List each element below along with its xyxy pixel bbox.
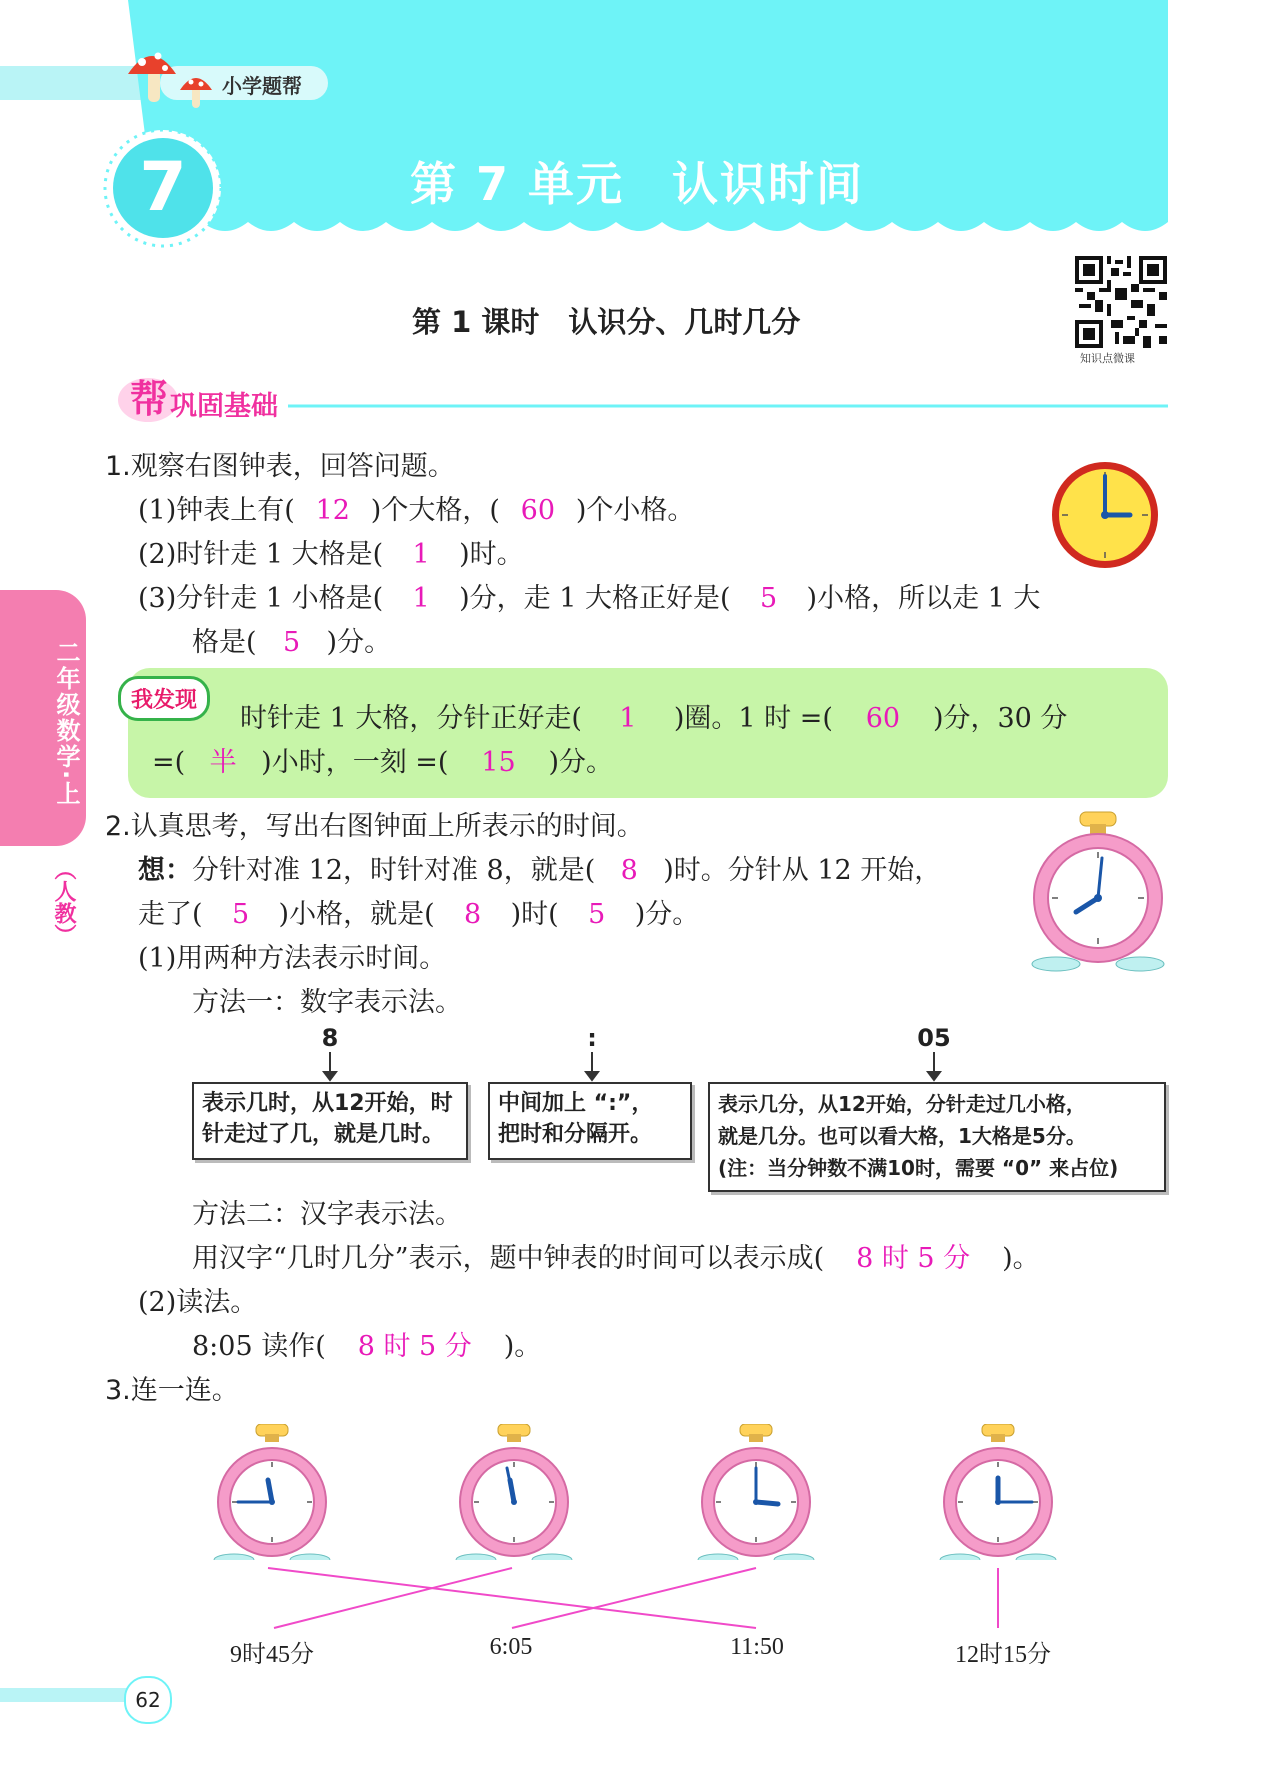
answer: 1 [412,539,430,570]
q1-part3-cont: 格是( 5 )分。 [192,627,392,658]
q1-part3: (3)分针走 1 小格是( 1 )分，走 1 大格正好是( 5 )小格，所以走 1 大 [138,583,1041,614]
match-label-4: 12时15分 [955,1642,1051,1668]
read-line: 8:05 读作( 8 时 5 分 )。 [192,1331,542,1362]
q1-stem: 1.观察右图钟表，回答问题。 [105,451,455,482]
explain-box-minute: 表示几分，从12开始，分针走过几小格， 就是几分。也可以看大格，1大格是5分。 (注：当分钟数不满10时，需要 “0” 来占位) [708,1082,1166,1192]
answer: 5 [282,627,301,658]
qr-caption: 知识点微课 [1080,352,1135,365]
unit-number: 7 [139,148,187,227]
method2-line: 用汉字“几时几分”表示，题中钟表的时间可以表示成( 8 时 5 分 )。 [192,1243,1040,1274]
arrow-label-minute: 05 [917,1024,951,1052]
answer: 8 [620,855,638,886]
page-number: 62 [124,1676,172,1724]
explain-box-colon: 中间加上 “:”， 把时和分隔开。 [488,1082,692,1160]
qr-code[interactable] [1075,256,1167,348]
q3-clocks [0,1424,1277,1560]
answer: 半 [209,747,237,778]
q3-number: 3. [105,1375,131,1406]
yellow-clock-image [1050,460,1160,570]
method1-label: 方法一：数字表示法。 [192,987,462,1018]
method2-label: 方法二：汉字表示法。 [192,1199,462,1230]
q3-stem: 3.连一连。 [105,1375,239,1406]
footer-band [0,1688,140,1702]
arrow-label-hour: 8 [321,1024,339,1052]
answer: 1 [412,583,430,614]
side-tab-text: 二年级数学·上 [52,640,80,808]
brand-label: 小学题帮 [222,74,302,98]
answer: 5 [231,899,250,930]
arrows [0,1050,1277,1082]
section-title: 巩固基础 [170,391,278,422]
think-label: 想： [138,855,192,886]
q1-part2: (2)时针走 1 大格是( 1 )时。 [138,539,524,570]
unit-title: 第 7 单元 认识时间 [410,157,865,211]
answer: 60 [865,703,901,734]
clock-b [456,1424,572,1560]
match-label-1: 9时45分 [230,1642,314,1668]
q1-part1: (1)钟表上有( 12 )个大格，( 60 )个小格。 [138,495,695,526]
q2-stem: 2.认真思考，写出右图钟面上所表示的时间。 [105,811,644,842]
q2-part1: (1)用两种方法表示时间。 [138,943,447,974]
section-header [108,376,1168,424]
q2-part2: (2)读法。 [138,1287,258,1318]
q1-number: 1. [105,451,131,482]
answer: 8 [464,899,482,930]
answer: 8 时 5 分 [856,1243,971,1274]
pink-clock-image [1028,808,1168,976]
q2-think-line1: 想：分针对准 12，时针对准 8，就是( 8 )时。分针从 12 开始， [138,855,942,886]
answer: 5 [759,583,778,614]
arrow-label-colon: : [587,1024,597,1052]
clock-c [698,1424,814,1560]
q2-think-line2: 走了( 5 )小格，就是( 8 )时( 5 )分。 [138,899,700,930]
clock-d [940,1424,1056,1560]
answer: 1 [619,703,637,734]
answer: 8 时 5 分 [357,1331,472,1362]
side-tab-edition: （人教） [51,858,76,946]
discovery-line1: 时针走 1 大格，分针正好走( 1 )圈。1 时 =( 60 )分，30 分 [240,703,1068,734]
lesson-title: 第 1 课时 认识分、几时几分 [412,305,801,339]
section-icon: 帮 [130,377,169,421]
discovery-line2: =( 半 )小时，一刻 =( 15 )分。 [152,747,613,778]
discovery-badge: 我发现 [118,676,210,721]
match-label-3: 11:50 [730,1634,784,1660]
match-label-2: 6:05 [489,1634,533,1660]
answer: 5 [588,899,606,930]
answer: 60 [520,495,556,526]
answer: 12 [315,495,350,526]
explain-box-hour: 表示几时，从12开始，时 针走过了几，就是几时。 [192,1082,468,1160]
matching-lines [0,1560,1277,1640]
clock-a [214,1424,330,1560]
q2-number: 2. [105,811,131,842]
answer: 15 [481,747,516,778]
